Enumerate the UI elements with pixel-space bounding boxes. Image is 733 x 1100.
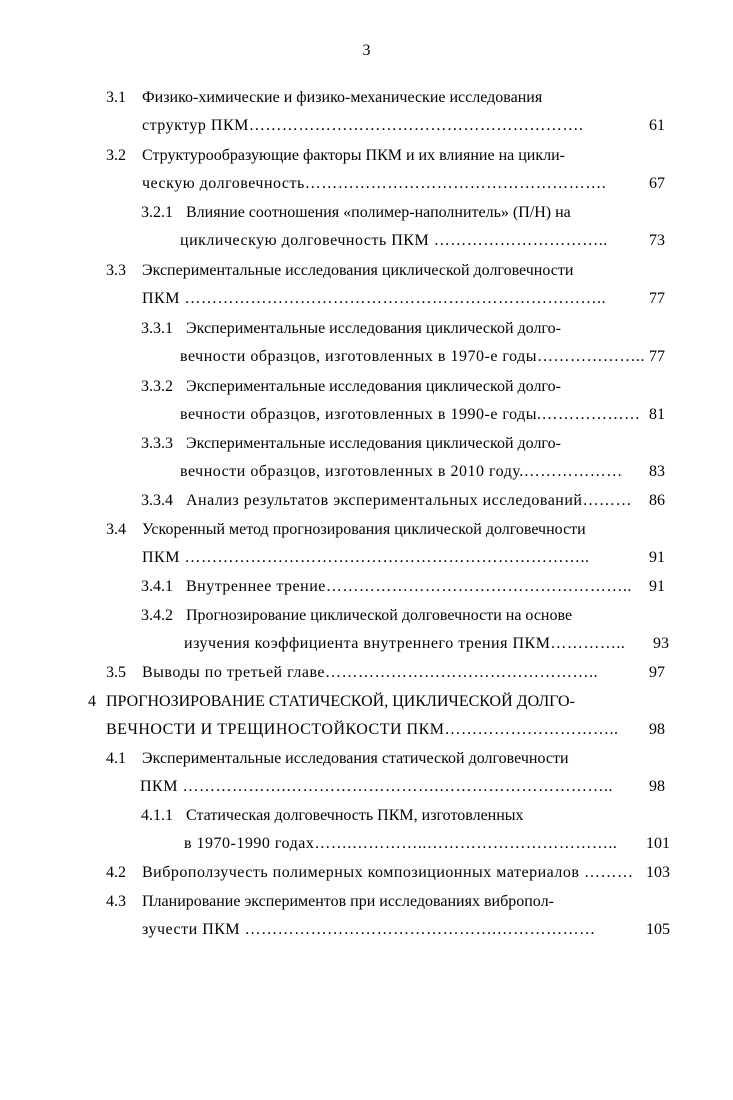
toc-title: Виброползучесть полимерных композиционных материалов ……… xyxy=(142,864,634,881)
toc-page: 73 xyxy=(649,232,665,249)
toc-title: ПРОГНОЗИРОВАНИЕ СТАТИЧЕСКОЙ, ЦИКЛИЧЕСКОЙ ДОЛГО- xyxy=(106,693,575,710)
toc-title: Ускоренный метод прогнозирования циклической долговечности xyxy=(142,521,586,538)
toc-page: 86 xyxy=(649,492,665,509)
toc-title: Экспериментальные исследования циклической долго- xyxy=(186,435,561,452)
toc-number: 3.3 xyxy=(106,262,126,279)
toc-title-continuation: зучести ПКМ ……………………………………….……………… xyxy=(142,921,596,938)
toc-title-continuation: ПКМ ……………….……………………….………………………….. xyxy=(140,778,613,795)
toc-title: Статическая долговечность ПКМ, изготовленных xyxy=(186,807,524,824)
toc-number: 3.4 xyxy=(106,521,126,538)
toc-page: 97 xyxy=(649,664,665,681)
toc-page: 83 xyxy=(649,463,665,480)
toc-page: 91 xyxy=(649,549,665,566)
toc-number: 3.2 xyxy=(106,147,126,164)
toc-number: 4.3 xyxy=(106,893,126,910)
toc-page: 61 xyxy=(649,117,665,134)
toc-title-continuation: циклическую долговечность ПКМ ………………………….. xyxy=(180,232,608,249)
toc-number: 3.1 xyxy=(106,89,126,106)
toc-page: 105 xyxy=(646,921,670,938)
toc-number: 3.3.3 xyxy=(141,435,173,452)
toc-title: Экспериментальные исследования циклической долго- xyxy=(186,378,561,395)
toc-title-continuation: вечности образцов, изготовленных в 1970-е годы……………….. xyxy=(180,348,646,365)
toc-title-continuation: вечности образцов, изготовленных в 1990-е годы.……………… xyxy=(180,406,641,423)
toc-title-continuation: в 1970-1990 годах…….…………..…………………………….. xyxy=(184,835,618,852)
toc-number: 4.1 xyxy=(106,750,126,767)
toc-title-continuation: ческую долговечность………………………………………………. xyxy=(142,175,607,192)
toc-title: Экспериментальные исследования циклической долговечности xyxy=(142,262,574,279)
toc-title-continuation: ВЕЧНОСТИ И ТРЕЩИНОСТОЙКОСТИ ПКМ………………………….. xyxy=(106,721,619,738)
toc-number: 3.3.4 xyxy=(141,492,173,509)
toc-number: 4.1.1 xyxy=(141,807,173,824)
toc-number: 3.4.2 xyxy=(141,607,173,624)
toc-page: 77 xyxy=(649,290,665,307)
toc-number: 4.2 xyxy=(106,864,126,881)
toc-title-continuation: изучения коэффициента внутреннего трения ПКМ………….. xyxy=(184,635,626,652)
toc-number: 3.3.1 xyxy=(141,320,173,337)
toc-page: 67 xyxy=(649,175,665,192)
toc-page: 91 xyxy=(649,578,665,595)
toc-title-continuation: вечности образцов, изготовленных в 2010 году.……………… xyxy=(180,463,623,480)
toc-title: Структурообразующие факторы ПКМ и их влияние на цикли- xyxy=(142,147,565,164)
toc-page: 103 xyxy=(646,864,670,881)
toc-title: Прогнозирование циклической долговечности на основе xyxy=(186,607,573,624)
toc-page: 101 xyxy=(646,835,670,852)
toc-number: 3.4.1 xyxy=(141,578,173,595)
toc-title: Внутреннее трение……………………………………………….. xyxy=(186,578,632,595)
toc-page: 98 xyxy=(649,721,665,738)
toc-page: 93 xyxy=(653,635,669,652)
toc-title: Физико-химические и физико-механические исследования xyxy=(142,89,543,106)
toc-title: Анализ результатов экспериментальных исследований……… xyxy=(186,492,632,509)
toc-page: 81 xyxy=(649,406,665,423)
toc-page: 98 xyxy=(649,778,665,795)
toc-title: Экспериментальные исследования статической долговечности xyxy=(142,750,569,767)
toc-title-continuation: ПКМ ………………………………………………………………….. xyxy=(142,290,606,307)
toc-title-continuation: структур ПКМ……………………………………………………. xyxy=(142,117,584,134)
toc-title: Влияние соотношения «полимер-наполнитель» (П/Н) на xyxy=(186,204,571,221)
toc-number: 3.2.1 xyxy=(141,204,173,221)
toc-number: 4 xyxy=(88,693,96,710)
toc-page: 77 xyxy=(649,348,665,365)
toc-number: 3.3.2 xyxy=(141,378,173,395)
toc-title-continuation: ПКМ ……………………………………………………………….. xyxy=(142,549,590,566)
toc-title: Экспериментальные исследования циклической долго- xyxy=(186,320,561,337)
toc-number: 3.5 xyxy=(106,664,126,681)
toc-title: Выводы по третьей главе………………………………………….. xyxy=(142,664,598,681)
page-number: 3 xyxy=(362,42,371,59)
toc-title: Планирование экспериментов при исследованиях вибропол- xyxy=(142,893,554,910)
